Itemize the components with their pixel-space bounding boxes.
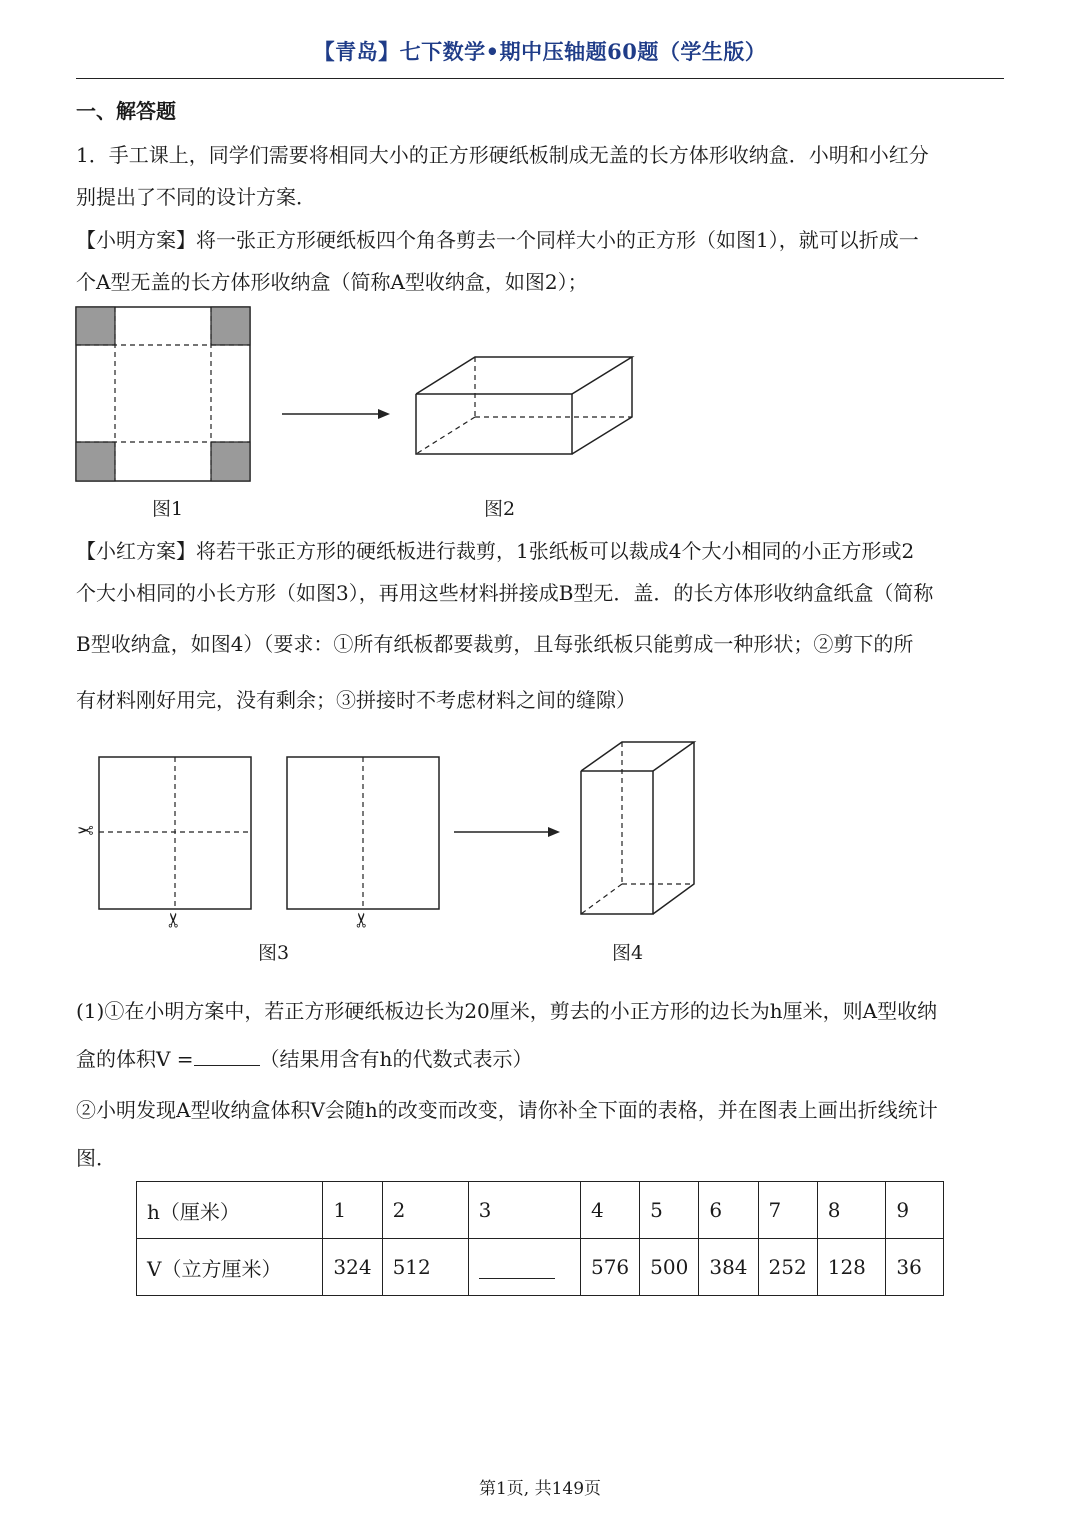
- figure-2-box-a: [416, 357, 632, 454]
- arrow-2: [454, 827, 560, 837]
- table-cell: 1: [323, 1182, 382, 1239]
- table-cell: 3: [468, 1182, 580, 1239]
- figure-4-box-b: [581, 742, 694, 914]
- table-row-v: [137, 1239, 944, 1296]
- table-cell: 9: [886, 1182, 944, 1239]
- figure-3-board-halves: [287, 757, 439, 909]
- question-1-prefix: 盒的体积V =: [76, 1047, 194, 1071]
- figure-3-caption: 图3: [258, 942, 290, 964]
- section-title: 一、解答题: [76, 99, 176, 123]
- table-cell: 384: [699, 1239, 758, 1296]
- table-cell: 512: [382, 1239, 468, 1296]
- figure-2-caption: 图2: [484, 498, 516, 520]
- figure-4-caption: 图4: [612, 942, 644, 964]
- table-cell-blank[interactable]: [468, 1239, 580, 1296]
- question-1-line-2: [76, 1044, 1006, 1074]
- figure-1-2: [70, 300, 670, 490]
- figure-3-board-quarters: [99, 757, 251, 909]
- answer-blank[interactable]: [194, 1045, 260, 1066]
- question-1-suffix: （结果用含有h的代数式表示）: [259, 1047, 533, 1071]
- table-cell: 252: [758, 1239, 817, 1296]
- xiaohong-plan-line-2: 个大小相同的小长方形（如图3），再用这些材料拼接成B型无．盖．的长方体形收纳盒纸盒（简称: [76, 581, 934, 605]
- question-2-line-1: ②小明发现A型收纳盒体积V会随h的改变而改变，请你补全下面的表格，并在图表上画出折线统计: [76, 1098, 938, 1122]
- scissors-icon: ✂: [349, 911, 374, 929]
- figure-1-caption: 图1: [152, 498, 184, 520]
- scissors-icon: ✂: [161, 911, 186, 929]
- figure-3-4: [70, 734, 710, 934]
- table-cell: 5: [640, 1182, 699, 1239]
- table-cell: 128: [817, 1239, 886, 1296]
- table-row-h: [137, 1182, 944, 1239]
- table-header-v: V（立方厘米）: [137, 1239, 323, 1296]
- xiaoming-plan-line-1: 【小明方案】将一张正方形硬纸板四个角各剪去一个同样大小的正方形（如图1），就可以折成一: [76, 228, 919, 252]
- problem-line-1: 1．手工课上，同学们需要将相同大小的正方形硬纸板制成无盖的长方体形收纳盒．小明和小红分: [76, 143, 929, 167]
- table-cell: 6: [699, 1182, 758, 1239]
- table-cell: 36: [886, 1239, 944, 1296]
- table-cell: 576: [580, 1239, 639, 1296]
- problem-line-2: 别提出了不同的设计方案．: [76, 185, 316, 209]
- xiaohong-plan-line-3: B型收纳盒，如图4）（要求：①所有纸板都要裁剪，且每张纸板只能剪成一种形状；②剪下的所: [76, 632, 914, 656]
- table-cell: 8: [817, 1182, 886, 1239]
- xiaohong-plan-line-4: 有材料刚好用完，没有剩余；③拼接时不考虑材料之间的缝隙）: [76, 688, 636, 712]
- document-header: 【青岛】七下数学•期中压轴题60题（学生版）: [313, 39, 767, 64]
- table-answer-blank[interactable]: [479, 1258, 555, 1279]
- question-2-line-2: 图．: [76, 1146, 116, 1170]
- table-cell: 500: [640, 1239, 699, 1296]
- figure-1-square-board: [76, 307, 250, 481]
- volume-table: [136, 1181, 944, 1296]
- table-cell: 7: [758, 1182, 817, 1239]
- table-header-h: h（厘米）: [137, 1182, 323, 1239]
- table-cell: 4: [580, 1182, 639, 1239]
- table-cell: 324: [323, 1239, 382, 1296]
- arrow-1: [282, 409, 390, 419]
- question-1-line-1: (1)①在小明方案中，若正方形硬纸板边长为20厘米，剪去的小正方形的边长为h厘米，则A型收纳: [76, 999, 938, 1023]
- xiaoming-plan-line-2: 个A型无盖的长方体形收纳盒（简称A型收纳盒，如图2）；: [76, 270, 588, 294]
- table-cell: 2: [382, 1182, 468, 1239]
- xiaohong-plan-line-1: 【小红方案】将若干张正方形的硬纸板进行裁剪，1张纸板可以裁成4个大小相同的小正方形或2: [76, 539, 915, 563]
- page-footer: 第1页, 共149页: [478, 1479, 602, 1499]
- header-rule: [76, 78, 1004, 79]
- scissors-icon: ✂: [77, 818, 94, 842]
